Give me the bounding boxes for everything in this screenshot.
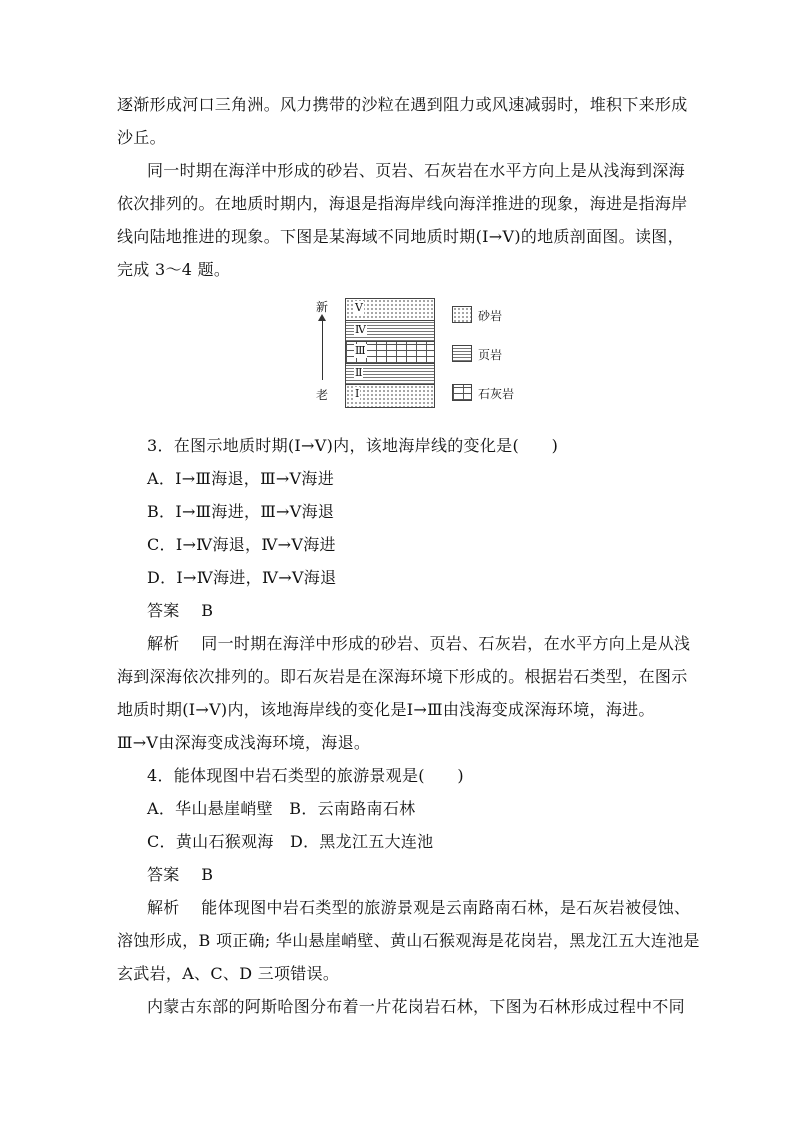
paragraph-2-line-2: 依次排列的。在地质时期内，海退是指海岸线向海洋推进的现象，海进是指海岸 <box>117 194 688 213</box>
stratum-2-shale <box>346 364 434 386</box>
legend-sandstone <box>452 306 542 326</box>
question-4-analysis-line-2: 溶蚀形成，B 项正确; 华山悬崖峭壁、黄山石猴观海是花岗岩，黑龙江五大连池是 <box>117 931 700 950</box>
paragraph-2-line-1: 同一时期在海洋中形成的砂岩、页岩、石灰岩在水平方向上是从浅海到深海 <box>147 161 685 180</box>
stratum-1-sandstone <box>346 385 434 407</box>
stratum-label-4: Ⅳ <box>355 322 366 336</box>
question-3-analysis-line-2: 海到深海依次排列的。即石灰岩是在深海环境下形成的。根据岩石类型，在图示 <box>117 667 688 686</box>
question-3-stem: 3．在图示地质时期(Ⅰ→Ⅴ)内，该地海岸线的变化是( ) <box>147 436 559 455</box>
stratum-label-1: Ⅰ <box>355 387 360 401</box>
legend-shale-label: 页岩 <box>478 348 503 362</box>
paragraph-2-line-4: 完成 3～4 题。 <box>117 260 231 279</box>
paragraph-1-line-1: 逐渐形成河口三角洲。风力携带的沙粒在遇到阻力或风速减弱时，堆积下来形成 <box>117 95 688 114</box>
stratum-5-sandstone <box>346 299 434 321</box>
stratum-3-limestone <box>346 342 434 364</box>
strata-column <box>345 298 435 408</box>
question-3-option-c: C．Ⅰ→Ⅳ海退，Ⅳ→Ⅴ海进 <box>147 535 336 554</box>
legend-limestone-label: 石灰岩 <box>478 387 515 401</box>
question-4-options-row-2: C．黄山石猴观海 D．黑龙江五大连池 <box>147 832 434 851</box>
answer-label: 答案 <box>147 601 180 620</box>
axis-label-new: 新 <box>316 300 329 314</box>
answer-value: B <box>201 865 214 884</box>
question-4-answer <box>147 865 717 885</box>
shale-swatch <box>452 345 472 362</box>
stratum-4-shale <box>346 321 434 343</box>
geologic-profile-figure <box>310 292 530 412</box>
question-4-options-row-1: A．华山悬崖峭壁 B．云南路南石林 <box>147 799 416 818</box>
analysis-label: 解析 <box>147 898 180 917</box>
stratum-label-2: Ⅱ <box>355 365 363 379</box>
closing-paragraph-line: 内蒙古东部的阿斯哈图分布着一片花岗岩石林，下图为石林形成过程中不同 <box>147 997 685 1016</box>
question-3-analysis-line-4: Ⅲ→Ⅴ由深海变成浅海环境，海退。 <box>117 733 371 752</box>
question-4-analysis-line-1 <box>147 898 717 918</box>
legend-shale <box>452 345 542 365</box>
answer-value: B <box>201 601 214 620</box>
sandstone-swatch <box>452 306 472 323</box>
question-3-analysis-line-1 <box>147 634 717 654</box>
question-4-analysis-line-3: 玄武岩，A、C、D 三项错误。 <box>117 964 340 983</box>
analysis-text: 能体现图中岩石类型的旅游景观是云南路南石林，是石灰岩被侵蚀、 <box>201 898 691 917</box>
paragraph-1-line-2: 沙丘。 <box>117 128 166 147</box>
question-3-answer <box>147 601 717 621</box>
stratum-label-3: Ⅲ <box>355 344 366 358</box>
answer-label: 答案 <box>147 865 180 884</box>
legend-limestone <box>452 384 542 404</box>
question-3-option-d: D．Ⅰ→Ⅳ海进，Ⅳ→Ⅴ海退 <box>147 568 337 587</box>
question-3-option-b: B．Ⅰ→Ⅲ海进，Ⅲ→Ⅴ海退 <box>147 502 335 521</box>
limestone-swatch <box>452 384 472 401</box>
question-3-option-a: A．Ⅰ→Ⅲ海退，Ⅲ→Ⅴ海进 <box>147 469 335 488</box>
question-4-stem: 4．能体现图中岩石类型的旅游景观是( ) <box>147 766 464 785</box>
analysis-text: 同一时期在海洋中形成的砂岩、页岩、石灰岩，在水平方向上是从浅 <box>201 634 691 653</box>
analysis-label: 解析 <box>147 634 180 653</box>
axis-label-old: 老 <box>316 388 329 402</box>
stratum-label-5: Ⅴ <box>355 301 363 314</box>
question-3-analysis-line-3: 地质时期(Ⅰ→Ⅴ)内，该地海岸线的变化是Ⅰ→Ⅲ由浅海变成深海环境，海进。 <box>117 700 655 719</box>
paragraph-2-line-3: 线向陆地推进的现象。下图是某海域不同地质时期(Ⅰ→Ⅴ)的地质剖面图。读图， <box>117 227 684 246</box>
legend-sandstone-label: 砂岩 <box>478 309 503 323</box>
time-axis-line <box>322 318 323 380</box>
